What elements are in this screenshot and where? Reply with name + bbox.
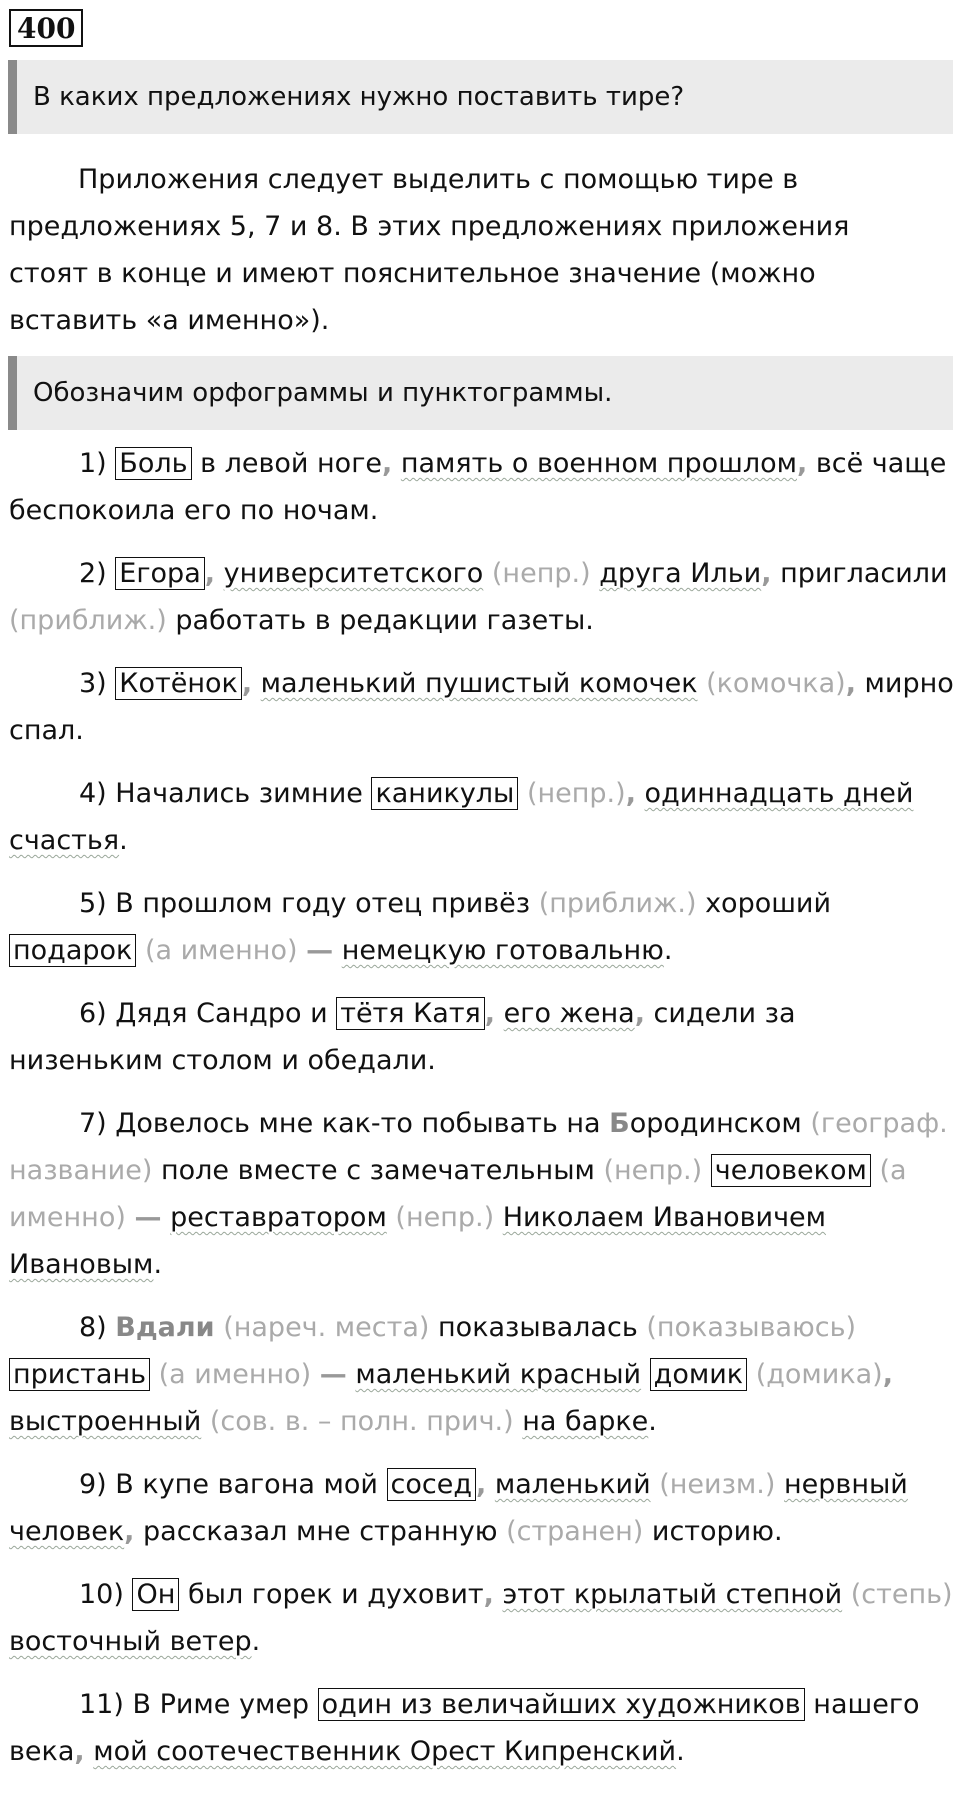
sentence-text: .: [119, 825, 128, 856]
grey-note: (неизм.): [659, 1469, 776, 1500]
sentence-9: [9, 1461, 954, 1555]
underlined-phrase: маленький красный: [355, 1359, 642, 1390]
sentence-2: [9, 550, 954, 644]
grey-note: (приближ.): [9, 605, 167, 636]
sentence-text: мирно спал.: [9, 668, 954, 746]
sentence-text: [698, 668, 707, 699]
orthogram-highlight: Б: [609, 1108, 630, 1139]
sentence-4: [9, 770, 954, 864]
sentence-text: показывалась: [429, 1312, 647, 1343]
grey-note: (показываюсь): [646, 1312, 857, 1343]
sentence-text: работать в редакции газеты.: [166, 605, 594, 636]
sentence-7: [9, 1100, 954, 1288]
underlined-phrase: память о военном прошлом: [400, 448, 797, 479]
sentence-text: 8): [79, 1312, 116, 1343]
boxed-word: Он: [132, 1578, 179, 1611]
grey-note: (а именно): [158, 1359, 312, 1390]
sentence-text: [514, 1406, 523, 1437]
sentence-text: 1): [79, 448, 116, 479]
grey-note: (а именно): [9, 1155, 907, 1233]
sentence-text: 9) В купе вагона мой: [79, 1469, 387, 1500]
grey-note: (географ. название): [9, 1108, 948, 1186]
punctuation-mark: ,: [476, 1469, 487, 1500]
sentence-3: [9, 660, 954, 754]
punctuation-mark: ,: [761, 558, 772, 589]
punctuation-mark: ,: [382, 448, 393, 479]
sentence-text: [311, 1359, 320, 1390]
sentence-text: пригласили: [771, 558, 948, 589]
underlined-phrase: университетского: [223, 558, 484, 589]
underlined-phrase: Николаем Ивановичем Ивановым: [9, 1202, 826, 1280]
underlined-phrase: друга Ильи: [599, 558, 762, 589]
underlined-phrase: на барке: [522, 1406, 649, 1437]
boxed-word: Котёнок: [115, 667, 242, 700]
sentence-text: .: [153, 1249, 163, 1280]
sentence-text: .: [663, 935, 673, 966]
punctuation-mark: ,: [124, 1516, 135, 1547]
sentence-text: [201, 1406, 210, 1437]
sentence-text: [495, 998, 504, 1029]
underlined-phrase: реставратором: [170, 1202, 387, 1233]
sentence-text: [636, 778, 645, 809]
grey-note: (непр.): [526, 778, 626, 809]
grey-note: (непр.): [603, 1155, 703, 1186]
punctuation-mark: ,: [882, 1359, 893, 1390]
sentence-text: нашего века: [9, 1689, 920, 1767]
sentence-text: 6) Дядя Сандро и: [79, 998, 337, 1029]
grey-note: (странен): [506, 1516, 644, 1547]
punctuation-mark: ,: [74, 1736, 85, 1767]
sentence-text: [85, 1736, 94, 1767]
underlined-phrase: одиннадцать дней счастья: [9, 778, 914, 856]
sentence-text: 7) Довелось мне как-то побывать на: [79, 1108, 610, 1139]
punctuation-mark: ,: [241, 668, 253, 699]
sentence-text: [494, 1202, 503, 1233]
grey-note: (домика): [755, 1359, 883, 1390]
sentence-10: [9, 1571, 954, 1665]
punctuation-mark: ,: [845, 668, 856, 699]
boxed-word: пристань: [9, 1358, 150, 1391]
dash-mark: —: [134, 1202, 162, 1233]
underlined-phrase: выстроенный: [9, 1406, 202, 1437]
sentence-text: рассказал мне странную: [134, 1516, 507, 1547]
sentence-8: [9, 1304, 954, 1445]
orthogram-highlight: Вдали: [115, 1312, 215, 1343]
dash-mark: —: [319, 1359, 347, 1390]
sentence-text: 11) В Риме умер: [79, 1689, 318, 1720]
sentence-text: [252, 668, 261, 699]
sentence-text: ородинском: [629, 1108, 811, 1139]
grey-note: (а именно): [144, 935, 298, 966]
punctuation-mark: ,: [796, 448, 808, 479]
sentence-text: в левой ноге: [191, 448, 382, 479]
sentence-6: [9, 990, 954, 1084]
sentence-text: [775, 1469, 784, 1500]
sentence-text: [392, 448, 401, 479]
underlined-phrase: немецкую готовальню: [341, 935, 664, 966]
punctuation-mark: ,: [483, 1579, 494, 1610]
sentence-11: [9, 1681, 954, 1775]
grey-note: (нареч. места): [223, 1312, 430, 1343]
sentence-text: [215, 558, 224, 589]
boxed-word: один из величайших художников: [318, 1688, 805, 1721]
sentence-text: [702, 1155, 711, 1186]
sentence-text: [486, 1469, 495, 1500]
boxed-word: Боль: [115, 447, 191, 480]
sentence-text: [136, 935, 145, 966]
boxed-word: тётя Катя: [336, 997, 485, 1030]
boxed-word: человеком: [711, 1154, 871, 1187]
grey-note: (приближ.): [538, 888, 697, 919]
underlined-phrase: его жена: [503, 998, 635, 1029]
boxed-word: домик: [650, 1358, 747, 1391]
sentence-text: [483, 558, 492, 589]
sentence-text: .: [251, 1626, 261, 1657]
sentence-text: [842, 1579, 851, 1610]
punctuation-mark: ,: [625, 778, 636, 809]
sentence-text: 2): [79, 558, 116, 589]
sentence-text: 10): [79, 1579, 133, 1610]
sentence-text: историю.: [643, 1516, 783, 1547]
sentence-text: [591, 558, 600, 589]
punctuation-mark: ,: [484, 998, 496, 1029]
exercise-number: 400: [9, 9, 83, 47]
sentence-list: [9, 440, 954, 1791]
sentence-1: [9, 440, 954, 534]
underlined-phrase: нервный человек: [9, 1469, 908, 1547]
sentence-text: [215, 1312, 224, 1343]
question-heading: В каких предложениях нужно поставить тире?: [8, 60, 953, 134]
sentence-text: .: [648, 1406, 657, 1437]
sentence-text: [651, 1469, 660, 1500]
sentence-5: [9, 880, 954, 974]
underlined-phrase: мой соотечественник Орест Кипренский: [93, 1736, 677, 1767]
sentence-text: [518, 778, 527, 809]
sentence-text: [333, 935, 342, 966]
sentence-text: [161, 1202, 170, 1233]
sentence-text: 5) В прошлом году отец привёз: [79, 888, 539, 919]
grey-note: (сов. в. – полн. прич.): [209, 1406, 514, 1437]
boxed-word: подарок: [9, 934, 136, 967]
sentence-text: [298, 935, 307, 966]
punctuation-mark: ,: [634, 998, 645, 1029]
sentence-text: поле вместе с замечательным: [152, 1155, 604, 1186]
sentence-text: хороший: [696, 888, 832, 919]
sentence-text: .: [676, 1736, 685, 1767]
punctuation-mark: ,: [204, 558, 216, 589]
sentence-text: всё чаще беспокоила его по ночам.: [9, 448, 947, 526]
grey-note: (непр.): [395, 1202, 495, 1233]
sentence-text: был горек и духовит: [179, 1579, 484, 1610]
boxed-word: сосед: [387, 1468, 477, 1501]
sentence-text: 3): [79, 668, 116, 699]
sentence-text: [641, 1359, 650, 1390]
boxed-word: каникулы: [371, 777, 518, 810]
answer-paragraph: Приложения следует выделить с помощью тире в предложениях 5, 7 и 8. В этих предложениях приложения стоят в конце и имеют пояснительное значение (можно вставить «а именно»).: [9, 164, 850, 336]
boxed-word: Егора: [115, 557, 204, 590]
dash-mark: —: [306, 935, 334, 966]
sentence-text: 4) Начались зимние: [79, 778, 372, 809]
grey-note: (комочка): [706, 668, 846, 699]
underlined-phrase: этот крылатый степной: [502, 1579, 843, 1610]
grey-note: (непр.): [491, 558, 591, 589]
underlined-phrase: маленький: [494, 1469, 651, 1500]
grey-note: (степь): [850, 1579, 953, 1610]
sentence-text: [150, 1359, 159, 1390]
task-heading: Обозначим орфограммы и пунктограммы.: [8, 356, 953, 430]
sentence-text: сидели за низеньким столом и обедали.: [9, 998, 796, 1076]
sentence-text: [747, 1359, 756, 1390]
underlined-phrase: маленький пушистый комочек: [260, 668, 698, 699]
underlined-phrase: восточный ветер: [9, 1626, 252, 1657]
